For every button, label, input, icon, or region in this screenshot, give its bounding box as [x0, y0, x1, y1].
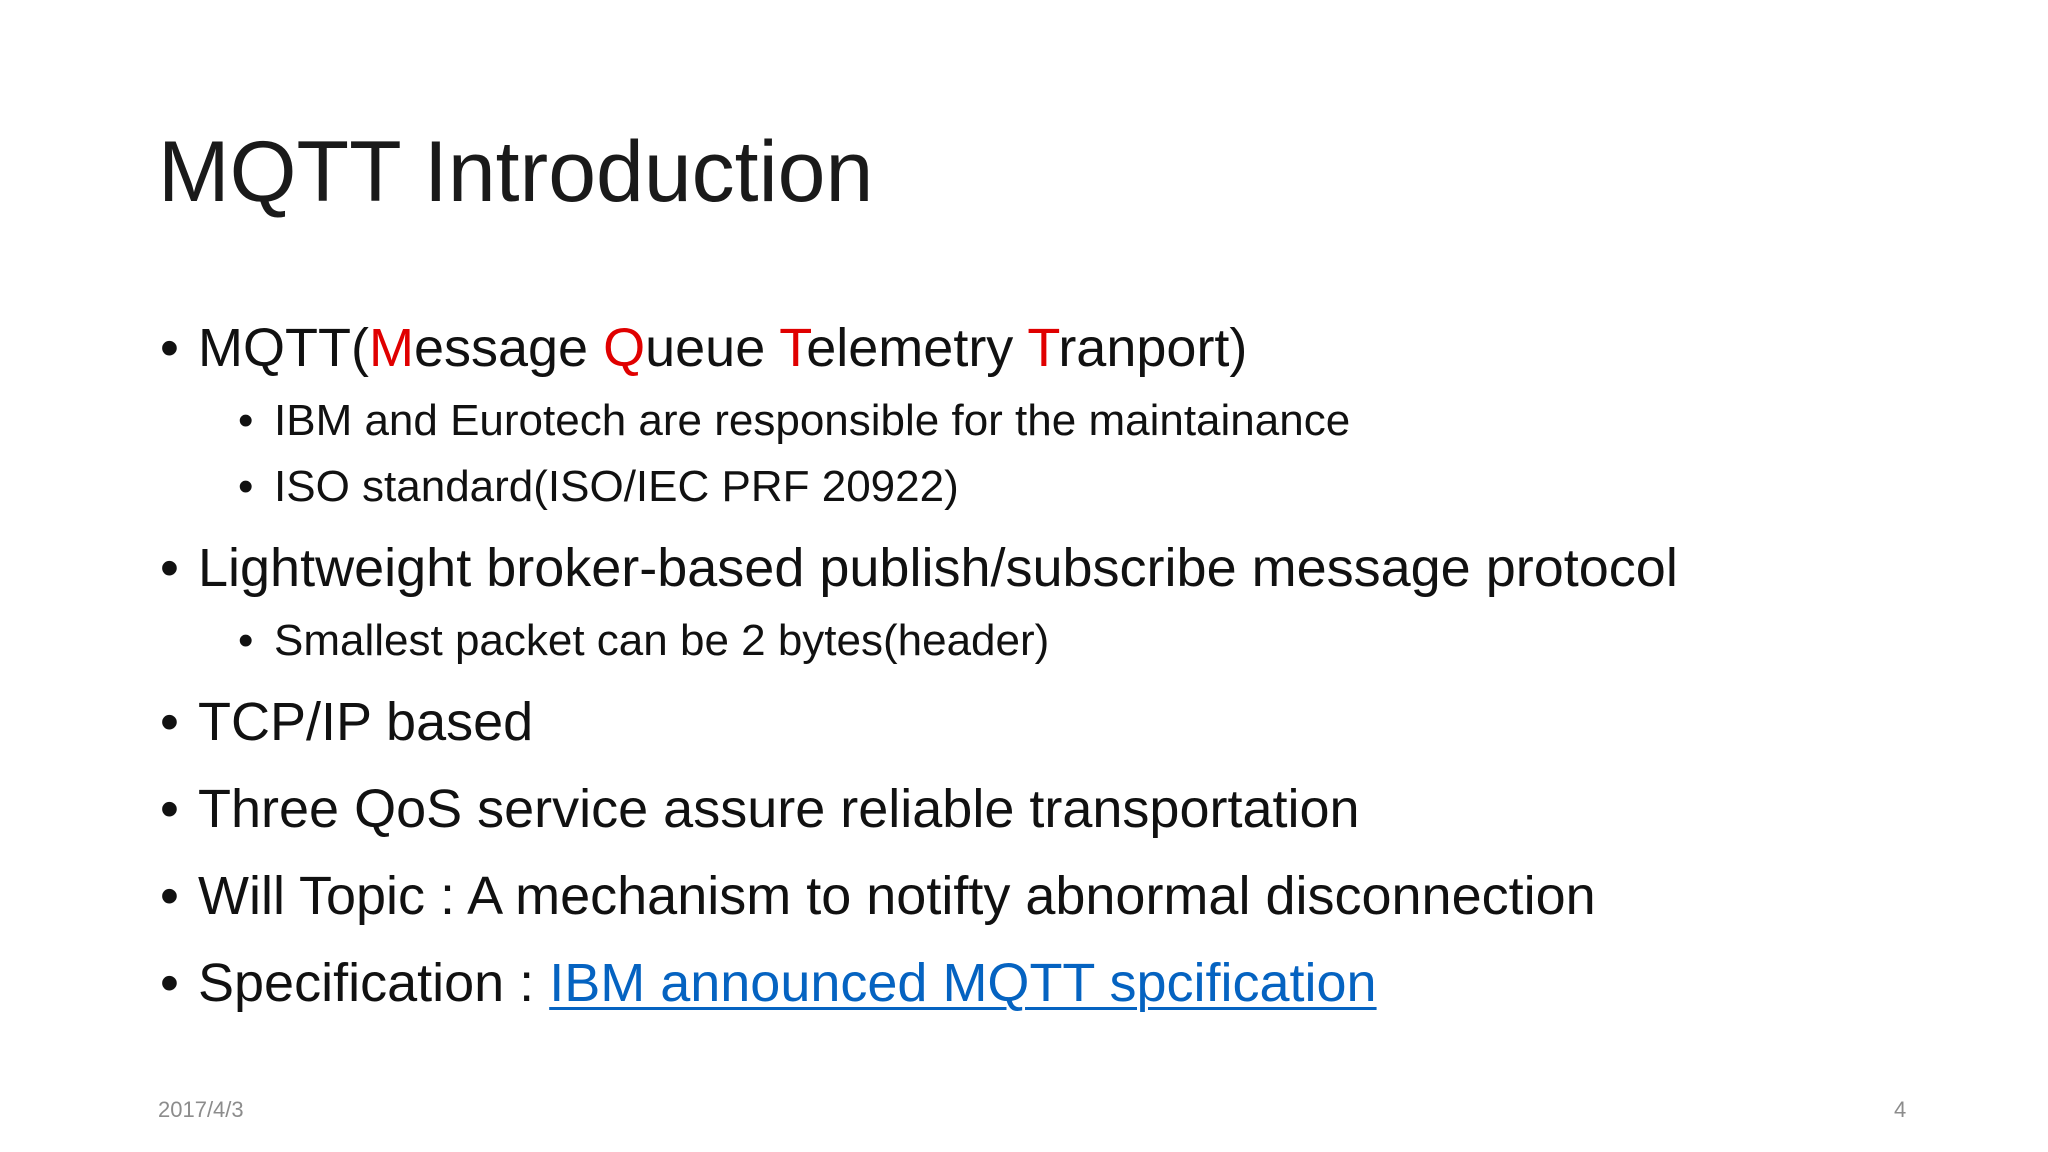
- sub-bullet-maintainers: [238, 394, 1350, 448]
- bullet-tcp-ip: [160, 690, 533, 754]
- bullet-dot-icon: •: [238, 396, 254, 445]
- bullet-text: Smallest packet can be 2 bytes(header): [274, 616, 1050, 665]
- bullet-dot-icon: •: [160, 692, 179, 752]
- footer-page-number: 4: [1894, 1097, 1907, 1122]
- bullet-text: TCP/IP based: [198, 692, 534, 752]
- bullet-dot-icon: •: [160, 318, 179, 378]
- bullet-dot-icon: •: [238, 462, 254, 511]
- specification-label: Specification :: [198, 953, 550, 1013]
- bullet-will-topic: [160, 864, 1596, 928]
- text-part: elemetry: [806, 318, 1028, 378]
- bullet-text: [198, 953, 1377, 1013]
- text-part: ranport): [1058, 318, 1248, 378]
- acronym-letter-q: Q: [603, 318, 646, 378]
- bullet-text: ISO standard(ISO/IEC PRF 20922): [274, 462, 959, 511]
- bullet-dot-icon: •: [160, 953, 179, 1013]
- bullet-specification: [160, 951, 1377, 1015]
- bullet-qos: [160, 777, 1360, 841]
- sub-bullet-iso-standard: [238, 460, 959, 514]
- bullet-dot-icon: •: [238, 616, 254, 665]
- bullet-text: [198, 318, 1247, 378]
- bullet-lightweight-protocol: [160, 536, 1678, 600]
- bullet-dot-icon: •: [160, 779, 179, 839]
- acronym-letter-t: T: [779, 318, 807, 378]
- text-part: ueue: [645, 318, 780, 378]
- specification-link[interactable]: IBM announced MQTT spcification: [549, 953, 1377, 1013]
- slide-title: MQTT Introduction: [158, 124, 874, 220]
- bullet-text: Will Topic : A mechanism to notifty abnormal disconnection: [198, 866, 1596, 926]
- bullet-text: IBM and Eurotech are responsible for the maintainance: [274, 396, 1351, 445]
- bullet-dot-icon: •: [160, 538, 179, 598]
- text-part: MQTT(: [198, 318, 369, 378]
- acronym-letter-t: T: [1027, 318, 1059, 378]
- footer-date: 2017/4/3: [158, 1097, 244, 1122]
- bullet-mqtt-definition: [160, 316, 1247, 380]
- sub-bullet-smallest-packet: [238, 614, 1049, 668]
- bullet-text: Lightweight broker-based publish/subscribe message protocol: [198, 538, 1678, 598]
- bullet-text: Three QoS service assure reliable transportation: [198, 779, 1360, 839]
- bullet-dot-icon: •: [160, 866, 179, 926]
- text-part: essage: [413, 318, 604, 378]
- acronym-letter-m: M: [368, 318, 414, 378]
